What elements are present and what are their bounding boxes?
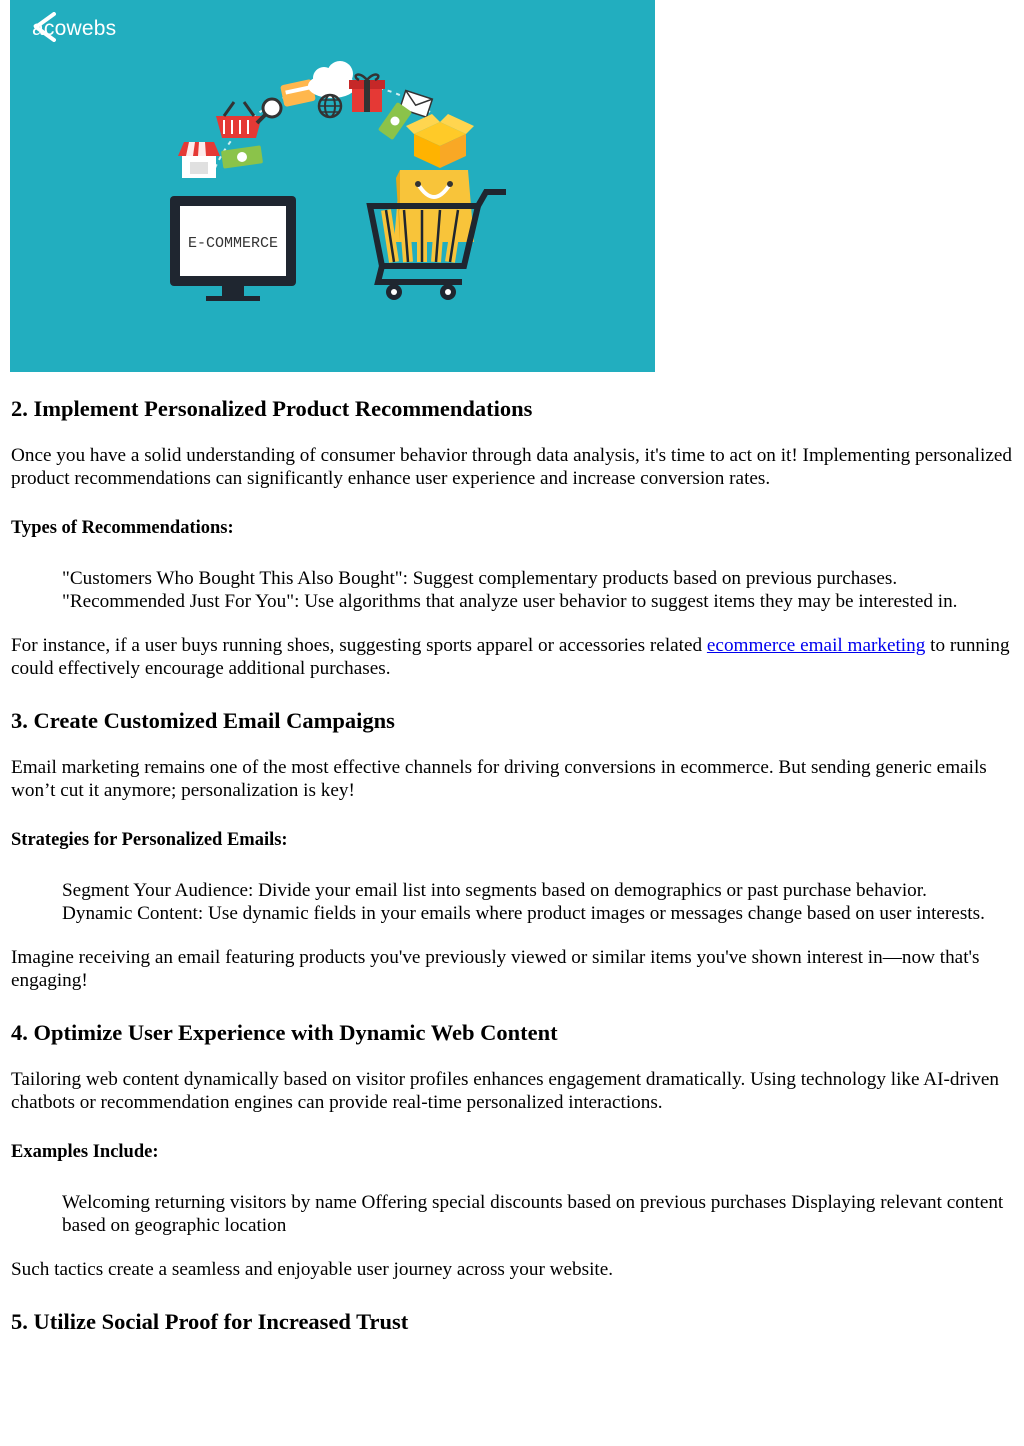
list-item: Dynamic Content: Use dynamic fields in your emails where product images or messages change based on user interests. [62,903,985,924]
monitor-label: E-COMMERCE [187,235,279,252]
brand-logo [32,12,116,46]
list-item: "Recommended Just For You": Use algorithms that analyze user behavior to suggest items they may be interested in. [62,591,958,612]
outro-text-after: to running could effectively encourage additional purchases. [11,635,1010,679]
section-3-subheading: Strategies for Personalized Emails: [11,830,288,850]
section-2-list [62,567,1013,613]
list-item: "Customers Who Bought This Also Bought": Suggest complementary products based on previous purchases. [62,568,898,589]
section-3-list [62,879,1013,925]
logo-text: acowebs [32,17,117,40]
list-item: Segment Your Audience: Divide your email list into segments based on demographics or past purchase behavior. [62,880,927,901]
section-4-outro: Such tactics create a seamless and enjoyable user journey across your website. [11,1259,614,1280]
ecommerce-illustration [10,0,655,372]
shopping-cart-icon [370,192,506,300]
market-stall-icon [178,142,220,178]
section-3-outro: Imagine receiving an email featuring products you've previously viewed or similar items you've shown interest in—now that's engaging! [11,947,980,991]
monitor-icon [170,196,296,301]
hero-banner [10,0,655,372]
outro-text-before: For instance, if a user buys running shoes, suggesting sports apparel or accessories related [11,635,707,656]
globe-icon [319,95,341,117]
money-icon [221,145,263,168]
section-3-intro: Email marketing remains one of the most effective channels for driving conversions in ecommerce. But sending generic emails won’t cut it anymore; personalization is key! [11,757,987,801]
section-3-heading: 3. Create Customized Email Campaigns [11,708,395,733]
section-4-heading: 4. Optimize User Experience with Dynamic Web Content [11,1020,558,1045]
gift-icon [349,75,385,112]
article-body [11,395,1013,1357]
logo-chevron-icon [32,12,56,42]
list-item: Welcoming returning visitors by name Offering special discounts based on previous purchases Displaying relevant content based on geographic location [62,1192,1004,1236]
section-2-heading: 2. Implement Personalized Product Recommendations [11,396,533,421]
cloud-icon [308,61,356,98]
section-2-outro [11,634,1013,680]
section-2-intro: Once you have a solid understanding of consumer behavior through data analysis, it's time to act on it! Implementing personalized product recommendations can significantly enhance user experience and increase conversion rates. [11,445,1012,489]
section-5-heading: 5. Utilize Social Proof for Increased Trust [11,1309,409,1334]
section-4-subheading: Examples Include: [11,1142,159,1162]
section-4-list [62,1191,1013,1237]
box-icon [406,114,474,168]
shopping-basket-icon [216,102,262,138]
ecommerce-email-marketing-link[interactable]: ecommerce email marketing [706,635,926,656]
section-2-subheading: Types of Recommendations: [11,518,234,538]
section-4-intro: Tailoring web content dynamically based on visitor profiles enhances engagement dramatically. Using technology like AI-driven chatbots or recommendation engines can provide real-time personalized interactions. [11,1069,999,1113]
